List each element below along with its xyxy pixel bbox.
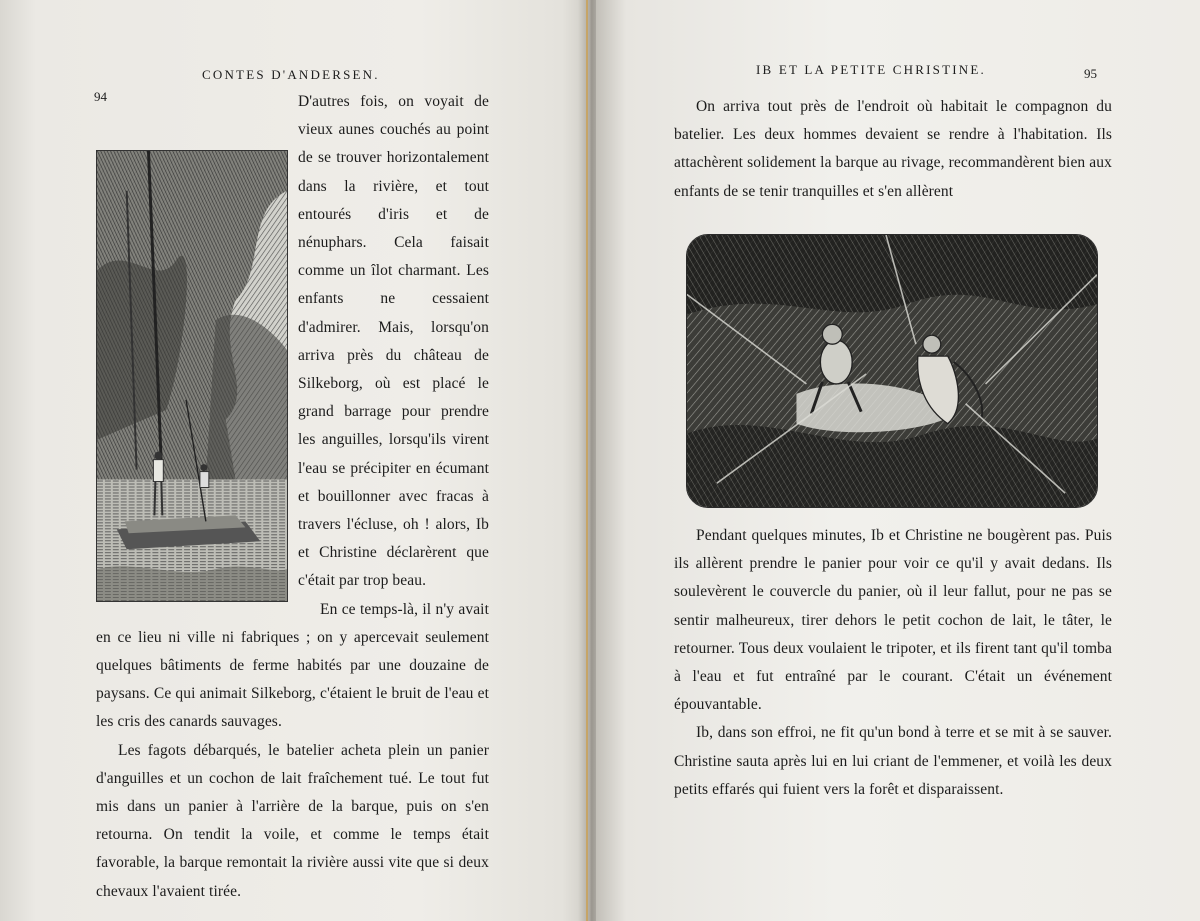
page-number-left: 94 xyxy=(94,89,107,104)
paragraph-left-2: En ce temps-là, il n'y avait en ce lieu ni ville ni fabriques ; on y apercevait seulement quelques bâtiments de ferme habités par une douzaine de paysans. Ce qui animait Silkeborg, c'étaient le bruit de l'eau et les cris des canards sauvages. xyxy=(96,600,489,731)
paragraph-left-1: D'autres fois, on voyait de vieux aunes couchés au point de se trouver horizontalement dans la rivière, et tout entourés d'iris et de nénuphars. Cela faisait comme un îlot charmant. Les enfants ne cessaient d'admirer. Mais, lorsqu'on arriva près du château de Silkeborg, où est placé le grand barrage pour prendre les anguilles, lorsqu'ils virent l'eau se précipiter en écumant et bouillonner avec fracas à travers l'écluse, oh ! alors, Ib et Christine déclarèrent que c'était par trop beau. xyxy=(298,93,489,590)
illustration-river-barge xyxy=(96,150,288,602)
right-page xyxy=(596,0,1200,921)
binding-thread xyxy=(586,0,588,921)
paragraph-right-1: On arriva tout près de l'endroit où habitait le compagnon du batelier. Les deux hommes devaient se rendre à l'habitation. Ils attachèrent solidement la barque au rivage, recommandèrent bien aux enfants de se tenir tranquilles et s'en allèrent xyxy=(674,98,1112,200)
running-head-left: CONTES D'ANDERSEN. xyxy=(202,67,380,82)
right-text-top xyxy=(674,93,1112,206)
left-text-block xyxy=(96,88,489,906)
paragraph-right-3: Ib, dans son effroi, ne fit qu'un bond à terre et se mit à se sauver. Christine sauta après lui en lui criant de l'emmener, et voilà les deux petits effarés qui fuient vers la forêt et disparaissent. xyxy=(674,724,1112,798)
paragraph-right-2: Pendant quelques minutes, Ib et Christine ne bougèrent pas. Puis ils allèrent prendre le panier pour voir ce qu'il y avait dedans. Ils soulevèrent le couvercle du panier, où il leur fallut, pour ne pas se sentir malheureux, tirer dehors le petit cochon de lait, le tâter, le retourner. Tous deux voulaient le tripoter, et ils firent tant qu'il tomba à l'eau et fut entraîné par le courant. C'était un événement épouvantable. xyxy=(674,527,1112,714)
page-number-right: 95 xyxy=(1084,66,1097,81)
left-page xyxy=(0,0,598,921)
children-in-forest-engraving-icon xyxy=(686,234,1098,508)
running-head-right: IB ET LA PETITE CHRISTINE. xyxy=(756,62,986,77)
paragraph-left-3: Les fagots débarqués, le batelier acheta plein un panier d'anguilles et un cochon de lait fraîchement tué. Le tout fut mis dans un panier à l'arrière de la barque, puis on s'en retourna. On tendit la voile, et comme le temps était favorable, la barque remontait la rivière aussi vite que si deux chevaux l'avaient tirée. xyxy=(96,741,489,900)
river-barge-engraving-icon xyxy=(96,150,288,602)
illustration-forest-children xyxy=(686,234,1098,508)
right-text-bottom xyxy=(674,522,1112,804)
